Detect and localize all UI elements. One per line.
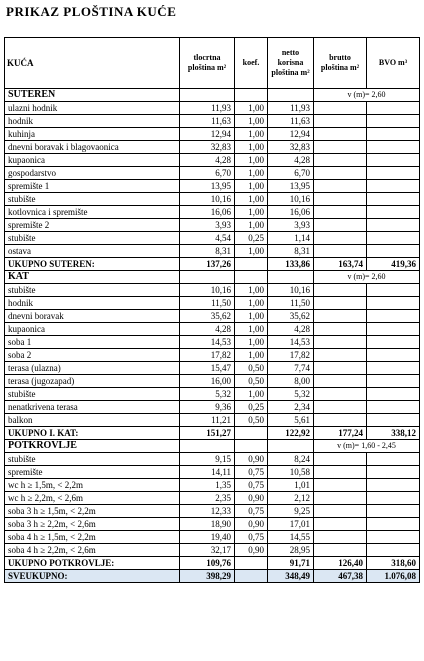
area-table xyxy=(4,37,420,583)
koef-value: 0,90 xyxy=(235,453,268,466)
empty-cell xyxy=(314,375,367,388)
koef-value: 1,00 xyxy=(235,128,268,141)
table-row xyxy=(5,206,420,219)
empty-cell xyxy=(367,180,420,193)
empty-cell xyxy=(367,466,420,479)
empty-cell xyxy=(314,323,367,336)
grand-total-bvo: 1.076,08 xyxy=(367,570,420,583)
netto-value: 9,25 xyxy=(268,505,314,518)
empty-cell xyxy=(367,219,420,232)
table-row xyxy=(5,531,420,544)
netto-value: 10,16 xyxy=(268,284,314,297)
netto-value: 11,50 xyxy=(268,297,314,310)
empty-cell xyxy=(314,479,367,492)
koef-value: 1,00 xyxy=(235,323,268,336)
empty-cell xyxy=(367,531,420,544)
koef-value: 1,00 xyxy=(235,167,268,180)
section-height: v (m)= 2,60 xyxy=(314,271,420,284)
empty-cell xyxy=(314,206,367,219)
koef-value: 1,00 xyxy=(235,388,268,401)
room-name: soba 2 xyxy=(5,349,180,362)
room-name: ulazni hodnik xyxy=(5,102,180,115)
tlocrtna-value: 11,63 xyxy=(180,115,235,128)
koef-value: 0,75 xyxy=(235,466,268,479)
room-name: stubište xyxy=(5,193,180,206)
netto-value: 5,32 xyxy=(268,388,314,401)
room-name: soba 4 h ≥ 2,2m, < 2,6m xyxy=(5,544,180,557)
room-name: kupaonica xyxy=(5,323,180,336)
tlocrtna-value: 12,33 xyxy=(180,505,235,518)
empty-cell xyxy=(314,232,367,245)
table-row xyxy=(5,466,420,479)
section-total-row xyxy=(5,258,420,271)
tlocrtna-value: 18,90 xyxy=(180,518,235,531)
netto-value: 8,00 xyxy=(268,375,314,388)
tlocrtna-value: 12,94 xyxy=(180,128,235,141)
room-name: soba 3 h ≥ 2,2m, < 2,6m xyxy=(5,518,180,531)
room-name: nenatkrivena terasa xyxy=(5,401,180,414)
netto-value: 11,93 xyxy=(268,102,314,115)
room-name: stubište xyxy=(5,453,180,466)
empty-cell xyxy=(314,518,367,531)
tlocrtna-value: 17,82 xyxy=(180,349,235,362)
netto-value: 32,83 xyxy=(268,141,314,154)
tlocrtna-value: 15,47 xyxy=(180,362,235,375)
tlocrtna-value: 2,35 xyxy=(180,492,235,505)
room-name: terasa (ulazna) xyxy=(5,362,180,375)
empty-cell xyxy=(314,388,367,401)
table-row xyxy=(5,323,420,336)
total-netto: 91,71 xyxy=(268,557,314,570)
koef-value: 1,00 xyxy=(235,206,268,219)
tlocrtna-value: 9,36 xyxy=(180,401,235,414)
table-row xyxy=(5,375,420,388)
empty-cell xyxy=(367,349,420,362)
netto-value: 7,74 xyxy=(268,362,314,375)
empty-cell xyxy=(367,245,420,258)
netto-value: 1,14 xyxy=(268,232,314,245)
empty-cell xyxy=(314,466,367,479)
empty-cell xyxy=(367,479,420,492)
total-brutto: 126,40 xyxy=(314,557,367,570)
table-row xyxy=(5,505,420,518)
empty-cell xyxy=(314,401,367,414)
empty-cell xyxy=(367,167,420,180)
tlocrtna-value: 16,06 xyxy=(180,206,235,219)
koef-value: 0,75 xyxy=(235,479,268,492)
koef-value: 1,00 xyxy=(235,115,268,128)
empty-cell xyxy=(268,89,314,102)
empty-cell xyxy=(314,362,367,375)
empty-cell xyxy=(367,102,420,115)
netto-value: 4,28 xyxy=(268,154,314,167)
table-row xyxy=(5,284,420,297)
table-row xyxy=(5,414,420,427)
empty-cell xyxy=(367,141,420,154)
table-row xyxy=(5,232,420,245)
grand-total-label: SVEUKUPNO: xyxy=(5,570,180,583)
tlocrtna-value: 13,95 xyxy=(180,180,235,193)
empty-cell xyxy=(367,323,420,336)
total-label: UKUPNO POTKROVLJE: xyxy=(5,557,180,570)
empty-cell xyxy=(314,128,367,141)
table-row xyxy=(5,115,420,128)
total-bvo: 419,36 xyxy=(367,258,420,271)
total-netto: 133,86 xyxy=(268,258,314,271)
koef-value: 0,25 xyxy=(235,401,268,414)
empty-cell xyxy=(367,544,420,557)
empty-cell xyxy=(367,414,420,427)
empty-cell xyxy=(235,258,268,271)
total-brutto: 163,74 xyxy=(314,258,367,271)
empty-cell xyxy=(180,89,235,102)
empty-cell xyxy=(314,167,367,180)
empty-cell xyxy=(314,349,367,362)
koef-value: 1,00 xyxy=(235,336,268,349)
empty-cell xyxy=(314,310,367,323)
page-title: PRIKAZ PLOŠTINA KUĆE xyxy=(6,4,177,19)
netto-value: 1,01 xyxy=(268,479,314,492)
room-name: spremište 2 xyxy=(5,219,180,232)
koef-value: 0,90 xyxy=(235,544,268,557)
empty-cell xyxy=(367,401,420,414)
room-name: ostava xyxy=(5,245,180,258)
koef-value: 0,25 xyxy=(235,232,268,245)
koef-value: 0,90 xyxy=(235,492,268,505)
room-name: soba 3 h ≥ 1,5m, < 2,2m xyxy=(5,505,180,518)
empty-cell xyxy=(367,154,420,167)
empty-cell xyxy=(235,89,268,102)
table-row xyxy=(5,219,420,232)
room-name: wc h ≥ 1,5m, < 2,2m xyxy=(5,479,180,492)
table-row xyxy=(5,336,420,349)
empty-cell xyxy=(314,180,367,193)
table-row xyxy=(5,544,420,557)
empty-cell xyxy=(268,440,314,453)
section-name: KAT xyxy=(5,271,180,284)
room-name: soba 1 xyxy=(5,336,180,349)
koef-value: 1,00 xyxy=(235,102,268,115)
header-bvo: BVO m³ xyxy=(367,38,420,89)
tlocrtna-value: 32,17 xyxy=(180,544,235,557)
room-name: kotlovnica i spremište xyxy=(5,206,180,219)
table-row xyxy=(5,310,420,323)
empty-cell xyxy=(268,271,314,284)
tlocrtna-value: 5,32 xyxy=(180,388,235,401)
empty-cell xyxy=(367,453,420,466)
koef-value: 1,00 xyxy=(235,284,268,297)
tlocrtna-value: 32,83 xyxy=(180,141,235,154)
netto-value: 8,31 xyxy=(268,245,314,258)
netto-value: 8,24 xyxy=(268,453,314,466)
header-tlocrtna: tlocrtna ploština m² xyxy=(180,38,235,89)
empty-cell xyxy=(314,505,367,518)
koef-value: 0,75 xyxy=(235,531,268,544)
table-row xyxy=(5,128,420,141)
total-netto: 122,92 xyxy=(268,427,314,440)
empty-cell xyxy=(314,154,367,167)
table-row xyxy=(5,388,420,401)
table-row xyxy=(5,401,420,414)
empty-cell xyxy=(314,544,367,557)
section-total-row xyxy=(5,427,420,440)
section-name: POTKROVLJE xyxy=(5,440,180,453)
empty-cell xyxy=(367,388,420,401)
room-name: soba 4 h ≥ 1,5m, < 2,2m xyxy=(5,531,180,544)
grand-total-row xyxy=(5,570,420,583)
koef-value: 0,90 xyxy=(235,518,268,531)
room-name: wc h ≥ 2,2m, < 2,6m xyxy=(5,492,180,505)
empty-cell xyxy=(367,193,420,206)
koef-value: 1,00 xyxy=(235,141,268,154)
empty-cell xyxy=(235,427,268,440)
tlocrtna-value: 14,11 xyxy=(180,466,235,479)
netto-value: 35,62 xyxy=(268,310,314,323)
tlocrtna-value: 11,50 xyxy=(180,297,235,310)
empty-cell xyxy=(367,362,420,375)
room-name: hodnik xyxy=(5,297,180,310)
empty-cell xyxy=(367,375,420,388)
tlocrtna-value: 11,93 xyxy=(180,102,235,115)
netto-value: 11,63 xyxy=(268,115,314,128)
grand-total-tlocrtna: 398,29 xyxy=(180,570,235,583)
empty-cell xyxy=(367,206,420,219)
empty-cell xyxy=(314,297,367,310)
table-row xyxy=(5,492,420,505)
tlocrtna-value: 6,70 xyxy=(180,167,235,180)
header-netto: netto korisna ploština m² xyxy=(268,38,314,89)
netto-value: 2,34 xyxy=(268,401,314,414)
tlocrtna-value: 3,93 xyxy=(180,219,235,232)
header-brutto: brutto ploština m² xyxy=(314,38,367,89)
empty-cell xyxy=(180,440,235,453)
header-kuca: KUĆA xyxy=(5,38,180,89)
section-header-row xyxy=(5,440,420,453)
koef-value: 1,00 xyxy=(235,219,268,232)
empty-cell xyxy=(367,518,420,531)
netto-value: 5,61 xyxy=(268,414,314,427)
tlocrtna-value: 19,40 xyxy=(180,531,235,544)
room-name: balkon xyxy=(5,414,180,427)
total-tlocrtna: 109,76 xyxy=(180,557,235,570)
koef-value: 1,00 xyxy=(235,310,268,323)
empty-cell xyxy=(314,245,367,258)
table-row xyxy=(5,453,420,466)
empty-cell xyxy=(180,271,235,284)
tlocrtna-value: 4,54 xyxy=(180,232,235,245)
netto-value: 16,06 xyxy=(268,206,314,219)
table-row xyxy=(5,167,420,180)
table-row xyxy=(5,479,420,492)
empty-cell xyxy=(314,336,367,349)
netto-value: 3,93 xyxy=(268,219,314,232)
netto-value: 10,16 xyxy=(268,193,314,206)
netto-value: 10,58 xyxy=(268,466,314,479)
empty-cell xyxy=(314,219,367,232)
tlocrtna-value: 9,15 xyxy=(180,453,235,466)
koef-value: 0,50 xyxy=(235,414,268,427)
table-row xyxy=(5,297,420,310)
empty-cell xyxy=(367,128,420,141)
empty-cell xyxy=(314,141,367,154)
table-row xyxy=(5,154,420,167)
netto-value: 4,28 xyxy=(268,323,314,336)
empty-cell xyxy=(367,284,420,297)
table-row xyxy=(5,349,420,362)
tlocrtna-value: 1,35 xyxy=(180,479,235,492)
koef-value: 0,75 xyxy=(235,505,268,518)
koef-value: 1,00 xyxy=(235,154,268,167)
section-height: v (m)= 1,60 - 2,45 xyxy=(314,440,420,453)
table-row xyxy=(5,362,420,375)
koef-value: 1,00 xyxy=(235,245,268,258)
room-name: spremište xyxy=(5,466,180,479)
total-label: UKUPNO SUTEREN: xyxy=(5,258,180,271)
koef-value: 0,50 xyxy=(235,362,268,375)
total-tlocrtna: 151,27 xyxy=(180,427,235,440)
netto-value: 13,95 xyxy=(268,180,314,193)
koef-value: 1,00 xyxy=(235,193,268,206)
room-name: stubište xyxy=(5,388,180,401)
tlocrtna-value: 4,28 xyxy=(180,323,235,336)
section-header-row xyxy=(5,89,420,102)
empty-cell xyxy=(314,414,367,427)
section-name: SUTEREN xyxy=(5,89,180,102)
table-row xyxy=(5,518,420,531)
netto-value: 17,82 xyxy=(268,349,314,362)
koef-value: 1,00 xyxy=(235,349,268,362)
total-brutto: 177,24 xyxy=(314,427,367,440)
total-bvo: 338,12 xyxy=(367,427,420,440)
empty-cell xyxy=(235,570,268,583)
empty-cell xyxy=(367,297,420,310)
empty-cell xyxy=(367,505,420,518)
netto-value: 28,95 xyxy=(268,544,314,557)
room-name: terasa (jugozapad) xyxy=(5,375,180,388)
room-name: stubište xyxy=(5,284,180,297)
table-row xyxy=(5,102,420,115)
header-koef: koef. xyxy=(235,38,268,89)
netto-value: 14,53 xyxy=(268,336,314,349)
table-row xyxy=(5,141,420,154)
tlocrtna-value: 16,00 xyxy=(180,375,235,388)
netto-value: 17,01 xyxy=(268,518,314,531)
koef-value: 1,00 xyxy=(235,180,268,193)
netto-value: 6,70 xyxy=(268,167,314,180)
empty-cell xyxy=(314,453,367,466)
grand-total-netto: 348,49 xyxy=(268,570,314,583)
room-name: dnevni boravak xyxy=(5,310,180,323)
empty-cell xyxy=(367,492,420,505)
table-row xyxy=(5,193,420,206)
empty-cell xyxy=(235,557,268,570)
room-name: kuhinja xyxy=(5,128,180,141)
total-tlocrtna: 137,26 xyxy=(180,258,235,271)
room-name: kupaonica xyxy=(5,154,180,167)
empty-cell xyxy=(367,115,420,128)
netto-value: 14,55 xyxy=(268,531,314,544)
empty-cell xyxy=(314,284,367,297)
koef-value: 1,00 xyxy=(235,297,268,310)
room-name: stubište xyxy=(5,232,180,245)
room-name: gospodarstvo xyxy=(5,167,180,180)
empty-cell xyxy=(314,102,367,115)
tlocrtna-value: 8,31 xyxy=(180,245,235,258)
netto-value: 12,94 xyxy=(268,128,314,141)
table-row xyxy=(5,180,420,193)
empty-cell xyxy=(314,193,367,206)
grand-total-brutto: 467,38 xyxy=(314,570,367,583)
koef-value: 0,50 xyxy=(235,375,268,388)
empty-cell xyxy=(367,336,420,349)
section-height: v (m)= 2,60 xyxy=(314,89,420,102)
table-header-row xyxy=(5,38,420,89)
tlocrtna-value: 10,16 xyxy=(180,284,235,297)
tlocrtna-value: 10,16 xyxy=(180,193,235,206)
empty-cell xyxy=(314,115,367,128)
tlocrtna-value: 4,28 xyxy=(180,154,235,167)
tlocrtna-value: 11,21 xyxy=(180,414,235,427)
total-label: UKUPNO I. KAT: xyxy=(5,427,180,440)
table-row xyxy=(5,245,420,258)
section-header-row xyxy=(5,271,420,284)
empty-cell xyxy=(235,440,268,453)
total-bvo: 318,60 xyxy=(367,557,420,570)
empty-cell xyxy=(235,271,268,284)
tlocrtna-value: 14,53 xyxy=(180,336,235,349)
empty-cell xyxy=(314,531,367,544)
room-name: hodnik xyxy=(5,115,180,128)
empty-cell xyxy=(367,232,420,245)
tlocrtna-value: 35,62 xyxy=(180,310,235,323)
empty-cell xyxy=(314,492,367,505)
section-total-row xyxy=(5,557,420,570)
room-name: spremište 1 xyxy=(5,180,180,193)
netto-value: 2,12 xyxy=(268,492,314,505)
room-name: dnevni boravak i blagovaonica xyxy=(5,141,180,154)
empty-cell xyxy=(367,310,420,323)
table-body xyxy=(5,89,420,583)
